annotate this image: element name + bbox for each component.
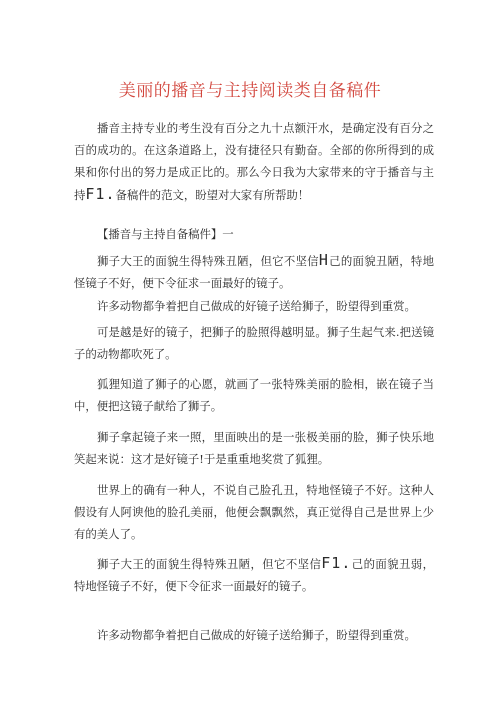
body-paragraph-5: 狮子拿起镜子来一照，里面映出的是一张极美丽的脸，狮子快乐地笑起来说：这才是好镜子!于是重重地奖赏了狐狸。 <box>74 430 434 466</box>
intro-paragraph <box>74 117 434 206</box>
body-paragraph-6: 世界上的确有一种人，不说自己脸孔丑，特地怪镜子不好。这种人假设有人阿谀他的脸孔美丽，他便会飘飘然，真正觉得自己是世界上少有的美人了。 <box>74 483 434 541</box>
paragraph-7-text-big: F1. <box>321 554 352 572</box>
body-paragraph-2: 许多动物都争着把自己做成的好镜子送给狮子，盼望得到重赏。 <box>97 299 416 313</box>
intro-text-b: 备稿件的范文，盼望对大家有所帮助！ <box>115 188 310 202</box>
body-paragraph-3: 可是越是好的镜子，把狮子的脸照得越明显。狮子生起气来.把送镜子的动物都吹死了。 <box>74 325 434 361</box>
paragraph-1-text-b: 己的面貌丑陋，特地怪镜子不好，便下令征求一面最好的镜子。 <box>74 254 434 290</box>
body-paragraph-4: 狐狸知道了狮子的心愿，就画了一张特殊美丽的脸相，嵌在镜子当中，便把这镜子献给了狮子。 <box>74 377 434 413</box>
section-heading: 【播音与主持自备稿件】一 <box>97 227 234 241</box>
intro-text-big: F1. <box>85 185 116 203</box>
document-title: 美丽的播音与主持阅读类自备稿件 <box>118 81 382 101</box>
paragraph-7-text-a: 狮子大王的面貌生得特殊丑陋，但它不坚信 <box>97 557 322 571</box>
paragraph-7-text-b: 己的面貌丑弱，特地怪镜子不好，便下令征求一面最好的镜子。 <box>74 557 434 593</box>
body-paragraph-1 <box>74 249 434 294</box>
paragraph-1-text-big: H <box>318 251 329 269</box>
body-paragraph-7 <box>74 552 434 597</box>
body-paragraph-8: 许多动物都争着把自己做成的好镜子送给狮子，盼望得到重赏。 <box>97 628 416 642</box>
intro-text-a: 播音主持专业的考生没有百分之九十点额汗水，是确定没有百分之百的成功的。在这条道路上，没有捷径只有勤奋。全部的你所得到的成果和你付出的努力是成正比的。那么今日我为大家带来的守于播音与主持 <box>74 121 434 202</box>
paragraph-1-text-a: 狮子大王的面貌生得特殊丑陋，但它不坚信 <box>97 254 319 268</box>
